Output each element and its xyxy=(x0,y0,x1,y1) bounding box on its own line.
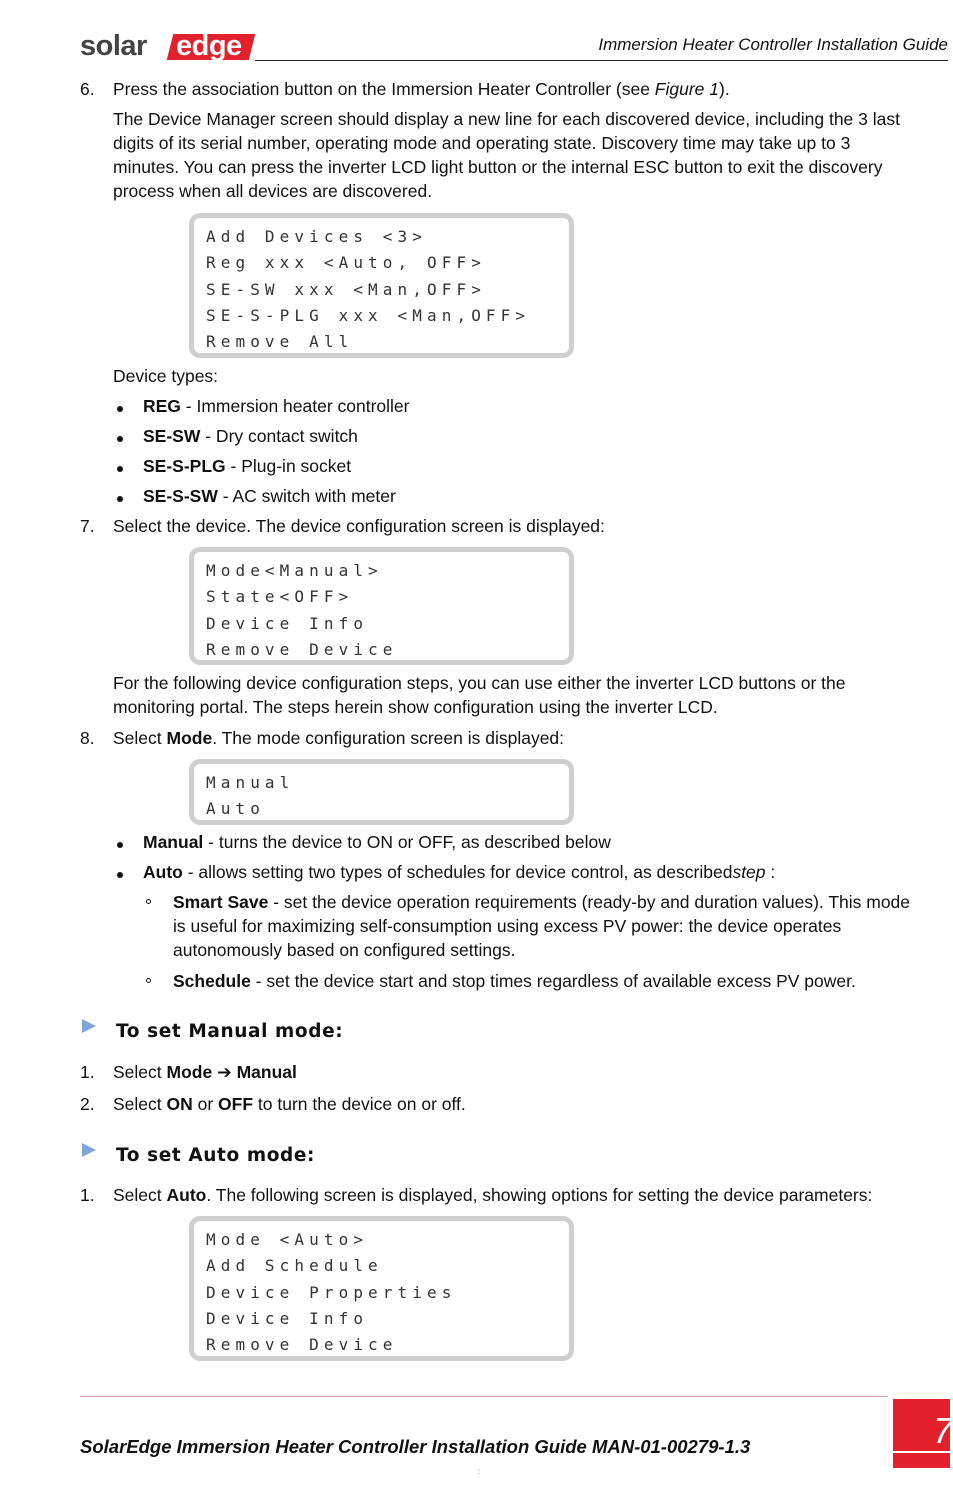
step-8-number: 8. xyxy=(80,728,95,748)
auto-procedure-heading: To set Auto mode: xyxy=(116,1145,316,1166)
paragraph-line: For the following device configuration steps, you can use either the inverter LCD buttons or the xyxy=(113,673,846,693)
paragraph-line: minutes. You can press the inverter LCD light button or the internal ESC button to exit the discovery xyxy=(113,157,883,177)
mode-item-manual: Manual - turns the device to ON or OFF, as described below xyxy=(143,832,611,852)
lcd-line: Mode <Auto> xyxy=(206,1230,369,1249)
lcd-screen-auto-mode xyxy=(189,1216,574,1361)
manual-procedure-heading: To set Manual mode: xyxy=(116,1021,344,1042)
lcd-line: Add Schedule xyxy=(206,1256,383,1276)
step-6-text: Press the association button on the Immersion Heater Controller (see Figure 1). xyxy=(113,79,730,99)
step-7-text: Select the device. The device configuration screen is displayed: xyxy=(113,516,605,536)
right-arrow-icon: ➔ xyxy=(212,1062,237,1082)
step-7-number: 7. xyxy=(80,516,95,536)
lcd-line: Remove Device xyxy=(206,639,398,659)
bullet-icon xyxy=(117,436,123,442)
lcd-line: Device Info xyxy=(206,1308,369,1328)
manual-step-1-number: 1. xyxy=(80,1062,95,1082)
sub-bullet-icon xyxy=(146,978,151,983)
device-type-item: SE-S-SW - AC switch with meter xyxy=(143,486,396,506)
logo-solar-text: solar xyxy=(80,30,147,62)
lcd-line: Remove All xyxy=(206,332,354,352)
lcd-line: Auto xyxy=(206,799,265,819)
figure-reference: Figure 1 xyxy=(654,79,719,99)
sub-item-smart-save: Smart Save - set the device operation requirements (ready-by and duration values). This mode is useful for maximizing self-consumption using excess PV power: the device operates autonomously based on configured settings. xyxy=(173,892,911,960)
step-6-number: 6. xyxy=(80,79,95,99)
paragraph-line: The Device Manager screen should display a new line for each discovered device, including the 3 last xyxy=(113,109,900,129)
footer-mark: : xyxy=(478,1467,481,1476)
step-6-paragraph xyxy=(113,107,943,203)
sub-bullet-icon xyxy=(146,899,151,904)
manual-step-1-text: Select Mode ➔ Manual xyxy=(113,1062,297,1082)
header-title: Immersion Heater Controller Installation Guide xyxy=(598,35,948,54)
lcd-line: Manual xyxy=(206,773,295,792)
paragraph-line: monitoring portal. The steps herein show configuration using the inverter LCD. xyxy=(113,697,718,717)
lcd-line: Reg xxx <Auto, OFF> xyxy=(206,253,486,273)
device-type-item: REG - Immersion heater controller xyxy=(143,396,410,416)
auto-step-1-text: Select Auto. The following screen is displayed, showing options for setting the device parameters: xyxy=(113,1185,873,1205)
lcd-line: Mode<Manual> xyxy=(206,561,383,580)
footer-rule xyxy=(80,1396,888,1397)
mode-item-auto: Auto - allows setting two types of schedules for device control, as describedstep : xyxy=(143,862,776,882)
manual-step-2-number: 2. xyxy=(80,1094,95,1114)
config-steps-paragraph xyxy=(113,671,943,719)
lcd-line: Device Properties xyxy=(206,1282,457,1302)
lcd-line: Add Devices <3> xyxy=(206,227,427,246)
paragraph-line: digits of its serial number, operating mode and operating state. Discovery time may take up to 3 xyxy=(113,133,851,153)
bullet-icon xyxy=(117,406,123,412)
footer-document-title: SolarEdge Immersion Heater Controller Installation Guide MAN-01-00279-1.3 xyxy=(80,1436,751,1457)
lcd-line: SE-SW xxx <Man,OFF> xyxy=(206,279,486,299)
page-number: 7 xyxy=(933,1410,953,1451)
manual-step-2-text: Select ON or OFF to turn the device on or off. xyxy=(113,1094,466,1114)
sub-item-schedule: Schedule - set the device start and stop times regardless of available excess PV power. xyxy=(173,971,856,991)
lcd-screen-mode xyxy=(189,759,574,825)
bullet-icon xyxy=(117,842,123,848)
bullet-icon xyxy=(117,496,123,502)
step-8-text: Select Mode. The mode configuration screen is displayed: xyxy=(113,728,565,748)
bullet-icon xyxy=(117,466,123,472)
header-rule xyxy=(255,60,948,61)
lcd-line: SE-S-PLG xxx <Man,OFF> xyxy=(206,305,531,325)
device-types-label: Device types: xyxy=(113,366,219,386)
procedure-arrow-icon xyxy=(82,1143,96,1157)
lcd-line: State<OFF> xyxy=(206,587,354,607)
lcd-screen-add-devices xyxy=(189,213,574,358)
logo-edge-text: edge xyxy=(176,30,242,62)
lcd-line: Device Info xyxy=(206,613,369,633)
auto-step-1-number: 1. xyxy=(80,1185,95,1205)
procedure-arrow-icon xyxy=(82,1019,96,1033)
paragraph-line: process when all devices are discovered. xyxy=(113,181,433,201)
device-type-item: SE-S-PLG - Plug-in socket xyxy=(143,456,352,476)
device-type-item: SE-SW - Dry contact switch xyxy=(143,426,358,446)
lcd-screen-device-config xyxy=(189,547,574,665)
lcd-line: Remove Device xyxy=(206,1335,398,1355)
bullet-icon xyxy=(117,872,123,878)
